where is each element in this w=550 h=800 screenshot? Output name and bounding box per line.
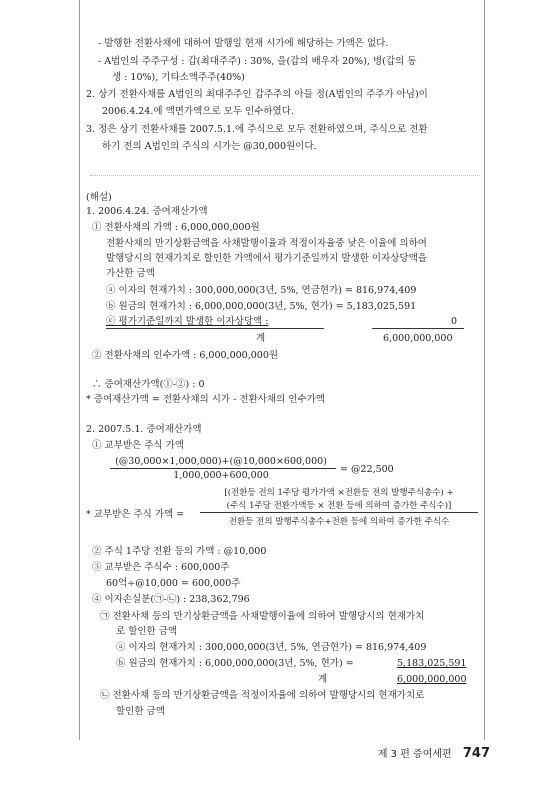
text-line: 할인한 금액 (116, 706, 165, 717)
text-line: ㉠ 전환사채 등의 만기상환금액을 사채발행이율에 의하여 발행당시의 현재가치 (100, 611, 425, 622)
page-footer (378, 745, 490, 761)
text-line: 6,000,000,000 (383, 333, 453, 344)
text-line: ⓑ 원금의 현재가치 : 6,000,000,000(3년, 5%, 현가) = 5,183,025,591 (106, 301, 417, 312)
text-line: 계 (256, 333, 266, 344)
section-separator (90, 175, 480, 176)
formula-numerator-line2: (주식 1주당 전환가액등 × 전환 등에 의하여 증가한 주식수)] (226, 501, 452, 511)
sum-rule-2 (372, 328, 464, 329)
text-line: 로 할인한 금액 (116, 626, 178, 637)
text-line: ① 전환사채의 가액 : 6,000,000,000원 (92, 222, 260, 233)
text-line: 6,000,000,000 (397, 674, 467, 685)
text-line: ② 주식 1주당 전환 등의 가액 : @10,000 (92, 546, 267, 557)
text-line: 가산한 금액 (106, 268, 155, 279)
text-line: 계 (318, 674, 328, 685)
formula-bar (200, 512, 478, 513)
text-line: - A법인의 주주구성 : 갑(최대주주) : 30%, 을(갑의 배우자 20%), 병(갑의 동 (98, 56, 417, 67)
text-line: ⓒ 평가기준일까지 발생한 이자상당액 : (106, 316, 269, 327)
text-line: ㉡ 전환사채 등의 만기상환금액을 적정이자율에 의하여 발행당시의 현재가치로 (100, 690, 425, 701)
section-label: 제 3 편 증여세편 (377, 749, 452, 760)
page-number: 747 (462, 746, 490, 761)
text-line: ④ 이자손실분(㉠-㉡) : 238,362,796 (92, 594, 250, 605)
fraction-numerator: (@30,000×1,000,000)+(@10,000×600,000) (115, 456, 327, 467)
text-line: 0 (451, 316, 458, 327)
text-line: ⓑ 원금의 현재가치 : 6,000,000,000(3년, 5%, 현가) = (116, 658, 354, 669)
formula-numerator-line1: [(전환등 전의 1주당 평가가액 ×전환등 전의 발행주식총수) + (224, 488, 454, 498)
text-line: * 교부받은 주식 가액 = (86, 509, 185, 520)
text-line: ② 전환사채의 인수가액 : 6,000,000,000원 (92, 350, 279, 361)
text-line: 하기 전의 A법인의 주식의 시가는 @30,000원이다. (102, 141, 317, 152)
text-line: 2. 상기 전환사채를 A법인의 최대주주인 갑주주의 아들 정(A법인의 주주가 아님)이 (86, 89, 428, 100)
formula-denominator: 전환등 전의 발행주식총수+전환 등에 의하여 증가한 주식수 (228, 517, 450, 527)
text-line: - 발행한 전환사채에 대하여 발행일 현재 시가에 해당하는 가액은 없다. (98, 38, 389, 49)
text-line: ⓐ 이자의 현재가치 : 300,000,000(3년, 5%, 연금현가) = 816,974,409 (106, 285, 417, 296)
text-line: 전환사채의 만기상환금액을 사채발행이율과 적정이자율중 낮은 이율에 의하여 (106, 238, 427, 249)
text-line: = @22,500 (340, 464, 394, 475)
text-line: 생 : 10%), 기타소액주주(40%) (112, 72, 245, 83)
text-line: 3. 정은 상기 전환사채를 2007.5.1.에 주식으로 모두 전환하였으며, 주식으로 전환 (86, 124, 428, 135)
text-line: 1. 2006.4.24. 증여재산가액 (86, 206, 208, 217)
text-line: ∴ 증여재산가액(①-②) : 0 (92, 379, 205, 390)
fraction-bar (110, 468, 336, 469)
sum-rule-1 (106, 328, 324, 329)
text-line: 발행당시의 현재가치로 할인한 가액에서 평가기준일까지 발생한 이자상당액을 (106, 253, 427, 264)
text-line: ① 교부받은 주식 가액 (92, 440, 184, 451)
text-line: ③ 교부받은 주식수 : 600,000주 (92, 562, 230, 573)
text-line: 2. 2007.5.1. 증여재산가액 (86, 424, 202, 435)
text-line: ⓐ 이자의 현재가치 : 300,000,000(3년, 5%, 연금현가) = 816,974,409 (116, 642, 427, 653)
text-line: 5,183,025,591 (397, 658, 467, 669)
fraction-denominator: 1,000,000+600,000 (173, 470, 269, 481)
text-line: (해설) (86, 192, 112, 203)
text-line: 2006.4.24.에 액면가액으로 모두 인수하였다. (102, 106, 294, 117)
text-line: * 증여재산가액 = 전환사채의 시가 - 전환사채의 인수가액 (86, 394, 325, 405)
text-line: 60억÷@10,000 = 600,000주 (106, 578, 241, 589)
